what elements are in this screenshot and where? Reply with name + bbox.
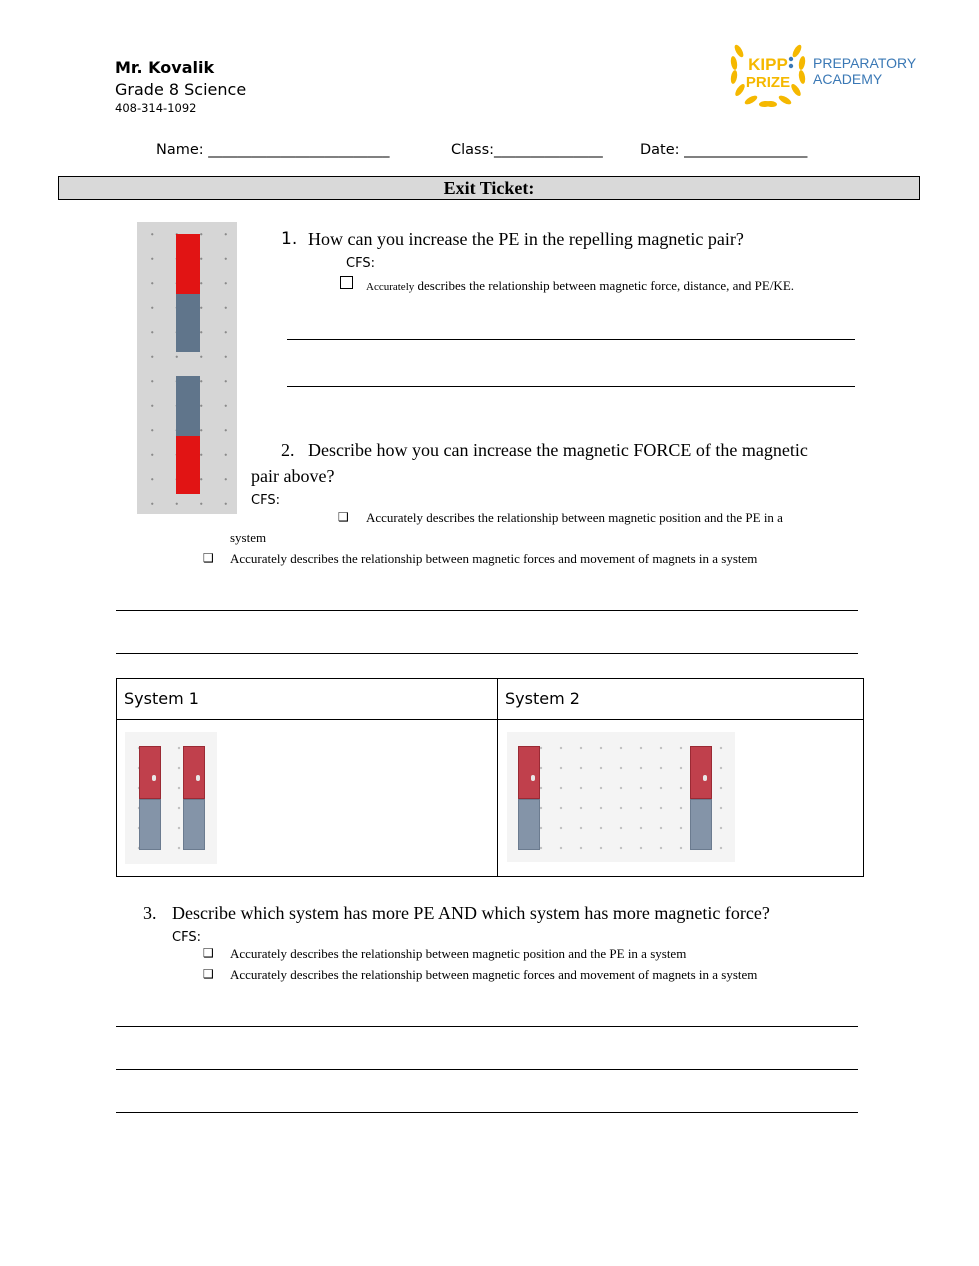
answer-line[interactable] <box>116 653 858 654</box>
logo-preparatory: PREPARATORY <box>813 55 917 71</box>
q2-criteria-1: Accurately describes the relationship between magnetic position and the PE in a <box>366 510 783 525</box>
exit-ticket-banner: Exit Ticket: <box>58 176 920 200</box>
systems-table <box>116 678 864 877</box>
q3-text: Describe which system has more PE AND which system has more magnetic force? <box>172 903 770 923</box>
q2-text-line1: Describe how you can increase the magnetic FORCE of the magnetic <box>308 440 808 460</box>
logo-kipp: KIPP <box>748 55 788 74</box>
shadow-box-bullet-icon: ❑ <box>203 551 214 565</box>
q1-criteria <box>366 278 794 294</box>
q2-criteria-1-cont: system <box>230 530 267 545</box>
system2-image <box>498 720 864 877</box>
q2-number: 2. <box>281 440 295 460</box>
system1-image <box>117 720 498 877</box>
system2-header: System 2 <box>498 679 864 720</box>
class-field[interactable]: Class:_______________ <box>451 142 603 158</box>
q2-criteria-2: Accurately describes the relationship between magnetic forces and movement of magnets in a system <box>230 551 758 566</box>
shadow-box-bullet-icon: ❑ <box>203 946 214 960</box>
answer-line[interactable] <box>287 386 855 387</box>
answer-line[interactable] <box>116 1069 858 1070</box>
q1-text: How can you increase the PE in the repelling magnetic pair? <box>308 229 744 249</box>
repelling-magnets-figure <box>137 222 237 514</box>
magnet <box>183 746 205 850</box>
q1-cfs-label: CFS: <box>346 256 375 271</box>
shadow-box-bullet-icon: ❑ <box>338 510 349 524</box>
shadow-box-bullet-icon: ❑ <box>203 967 214 981</box>
phone-number: 408-314-1092 <box>115 101 197 115</box>
logo-prize: PRIZE <box>745 74 791 91</box>
magnet-north-pole <box>176 436 200 494</box>
q3-criteria-1: Accurately describes the relationship between magnetic position and the PE in a system <box>230 946 687 961</box>
magnet <box>139 746 161 850</box>
teacher-name: Mr. Kovalik <box>115 58 215 77</box>
q3-cfs-label: CFS: <box>172 930 201 945</box>
course-name: Grade 8 Science <box>115 80 247 99</box>
magnet-north-pole <box>176 234 200 294</box>
q1-criteria-lead: Accurately <box>366 281 415 293</box>
q1-number: 1. <box>281 229 298 249</box>
magnet-south-pole <box>176 294 200 352</box>
magnet <box>690 746 712 850</box>
q1-criteria-rest: describes the relationship between magnetic force, distance, and PE/KE. <box>417 278 795 293</box>
magnet-south-pole <box>176 376 200 436</box>
system1-header: System 1 <box>117 679 498 720</box>
name-field[interactable]: Name: _________________________ <box>156 142 390 158</box>
school-logo <box>725 33 925 113</box>
q2-text-line2: pair above? <box>251 466 335 486</box>
answer-line[interactable] <box>116 1112 858 1113</box>
q2-cfs-label: CFS: <box>251 493 280 508</box>
answer-line[interactable] <box>116 1026 858 1027</box>
date-field[interactable]: Date: _________________ <box>640 142 808 158</box>
empty-checkbox-icon[interactable] <box>340 276 353 289</box>
answer-line[interactable] <box>116 610 858 611</box>
magnet <box>518 746 540 850</box>
answer-line[interactable] <box>287 339 855 340</box>
q3-criteria-2: Accurately describes the relationship between magnetic forces and movement of magnets in a system <box>230 967 758 982</box>
logo-academy: ACADEMY <box>813 71 883 87</box>
q3-number: 3. <box>143 903 157 923</box>
